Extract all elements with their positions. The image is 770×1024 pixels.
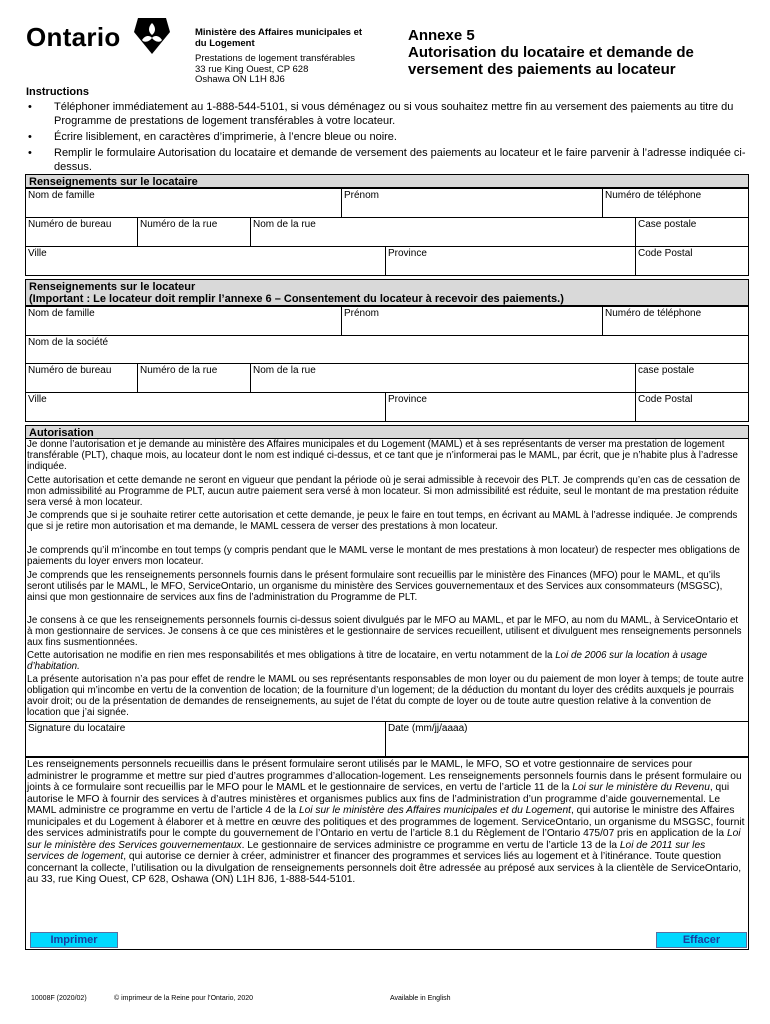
authorization-paragraph: Je comprends que les renseignements personnels fournis dans le présent formulaire sont recueillis par le ministère des Finances (MFO) pour le MAML, et qu’ils seront utilisés par le MAML, le MFO, ServiceOntario, un organisme du ministère des Services gouvernementaux et des Services aux consommateurs (MSGSC), ainsi que mon gestionnaire de services aux fins de l’administration du Programme de PLT. [27,570,723,603]
tenant-first-name-field[interactable]: Prénom [341,188,603,218]
tenant-po-box-field[interactable]: Case postale [635,217,749,247]
authorization-paragraph: Je donne l’autorisation et je demande au ministère des Affaires municipales et du Logement (MAML) et à ses représentants de verser ma prestation de logement transférable (PLT), chaque mois, au locateur dont le nom est indiqué ci-dessus, et ce tant que je n’informerai pas le MAML, par écrit, que je n’habite plus à l’adresse indiquée. [27,439,739,472]
authorization-paragraph: La présente autorisation n’a pas pour effet de rendre le MAML ou ses représentants responsables de mon loyer ou du paiement de mon loyer à temps; de toute autre obligation qui m’incombe en vertu de la convention de location; de la fourniture d’un logement; de la déduction du montant du loyer des crédits auxquels je pourrais avoir droit; ou de la présentation de demandes de renseignements, au sujet de l’état du compte de loyer ou de toute autre question relative à la convention de location que j’ai signée. [27,674,744,718]
instruction-item: • Remplir le formulaire Autorisation du locataire et demande de versement des paiements au locateur et le faire parvenir à l’adresse indiquée ci-dessus. [28,147,746,173]
tenant-province-field[interactable]: Province [385,246,636,276]
tenant-phone-field[interactable]: Numéro de téléphone [602,188,749,218]
ministry-address: Prestations de logement transférables 33 rue King Ouest, CP 628 Oshawa ON L1H 8J6 [195,53,356,85]
tenant-signature-field[interactable]: Signature du locataire [25,721,386,757]
authorization-paragraph: Cette autorisation ne modifie en rien mes responsabilités et mes obligations à titre de locataire, en vertu notamment de la Loi de 2006 sur la location à usage d’habitation. [27,650,708,672]
authorization-paragraph: Cette autorisation et cette demande ne seront en vigueur que pendant la période où je serai admissible à recevoir des PLT. Je comprends qu’en cas de cessation de mon admissibilité au Programme de PLT, aucun autre paiement sera versé à mon locateur. Si mon admissibilité est réduite, seul le montant de ma prestation réduite sera versé à mon locateur. [27,475,741,508]
form-number: 10008F (2020/02) [31,995,87,1002]
tenant-section-heading: Renseignements sur le locataire [25,174,749,188]
trillium-logo-icon [132,14,172,56]
landlord-company-field[interactable]: Nom de la société [25,335,749,364]
landlord-postal-code-field[interactable]: Code Postal [635,392,749,422]
authorization-paragraph: Je comprends que si je souhaite retirer cette autorisation et cette demande, je peux le faire en tout temps, en écrivant au MAML à l’adresse indiquée. Je comprends que si je retire mon autorisation et ma demande, le MAML cessera de verser des prestations à mon locateur. [27,510,738,532]
landlord-street-number-field[interactable]: Numéro de la rue [137,363,251,393]
available-in-english: Available in English [390,995,451,1002]
landlord-first-name-field[interactable]: Prénom [341,306,603,336]
tenant-unit-field[interactable]: Numéro de bureau [25,217,138,247]
form-title: Annexe 5 Autorisation du locataire et demande de versement des paiements au locateur [408,27,694,78]
instructions-heading: Instructions [26,86,89,98]
landlord-phone-field[interactable]: Numéro de téléphone [602,306,749,336]
landlord-city-field[interactable]: Ville [25,392,386,422]
landlord-last-name-field[interactable]: Nom de famille [25,306,342,336]
clear-button[interactable]: Effacer [656,932,747,948]
ministry-name: Ministère des Affaires municipales et du Logement [195,27,363,49]
authorization-heading: Autorisation [25,425,749,439]
tenant-postal-code-field[interactable]: Code Postal [635,246,749,276]
privacy-notice-text: Les renseignements personnels recueillis dans le présent formulaire seront utilisés par le MAML, le MFO, SO et votre gestionnaire de services pour administrer le programme et mettre sur pied d’autres programmes d’allocation-logement. Les renseignements personnels fournis dans le présent formulaire ou joints à ce formulaire sont recueillis par le MFO pour le MAML et le gestionnaire de services, en vertu de l’article 11 de la Loi sur le ministère du Revenu, qui autorise le MFO à fournir des services à d’autres ministères et organismes publics aux fins de l’administration d’un programme d’aide gouvernemental. Le MAML administre ce programme en vertu de l’article 4 de la Loi sur le ministère des Affaires municipales et du Logement, qui autorise le ministre des Affaires municipales et du Logement à élaborer et à mettre en œuvre des politiques et des programmes de logement. ServiceOntario, un organisme du MSGSC, fournit des services administratifs pour le compte du gouvernement de l’Ontario en vertu de l’article 8.1 du Règlement de l’Ontario 475/07 pris en application de la Loi sur le ministère des Services gouvernementaux. Le gestionnaire de services administre ce programme en vertu de l’article 13 de la Loi de 2011 sur les services de logement, qui autorise ce dernier à créer, administrer et financer des programmes et services liés au logement et à l’itinérance. Toute question concernant la collecte, l’utilisation ou la divulgation de renseignements personnels doit être adressée au préposé aux services à la clientèle de ServiceOntario, au 33, rue King Ouest, CP 628, Oshawa (ON) L1H 8J6, 1-888-544-5101. [27,759,745,885]
copyright: © imprimeur de la Reine pour l’Ontario, 2020 [114,995,254,1002]
landlord-street-name-field[interactable]: Nom de la rue [250,363,636,393]
landlord-unit-field[interactable]: Numéro de bureau [25,363,138,393]
tenant-street-number-field[interactable]: Numéro de la rue [137,217,251,247]
landlord-po-box-field[interactable]: case postale [635,363,749,393]
signature-date-field[interactable]: Date (mm/jj/aaaa) [385,721,749,757]
ontario-logo-text: Ontario [26,22,121,52]
tenant-street-name-field[interactable]: Nom de la rue [250,217,636,247]
authorization-paragraph: Je consens à ce que les renseignements personnels fournis ci-dessus soient divulgués par le MFO au MAML, et par le MFO, au nom du MAML, à ServiceOntario et à mon gestionnaire de services. Je consens à ce que ces ministères et le gestionnaire de services recueillent, utilisent et divulguent mes renseignements personnels aux fins susmentionnées. [27,615,742,648]
print-button[interactable]: Imprimer [30,932,118,948]
landlord-section-heading: Renseignements sur le locateur (Important : Le locateur doit remplir l’annexe 6 – Consentement du locateur à recevoir des paiements.) [25,279,749,306]
tenant-last-name-field[interactable]: Nom de famille [25,188,342,218]
authorization-paragraph: Je comprends qu’il m’incombe en tout temps (y compris pendant que le MAML verse le montant de mes prestations à mon locateur) de respecter mes obligations de paiements du loyer envers mon locateur. [27,545,740,567]
instruction-item: • Téléphoner immédiatement au 1-888-544-5101, si vous déménagez ou si vous souhaitez mettre fin au versement des paiements au titre du Programme de prestations de logement transférables à votre locateur. [28,101,734,127]
landlord-province-field[interactable]: Province [385,392,636,422]
tenant-city-field[interactable]: Ville [25,246,386,276]
instruction-item: • Écrire lisiblement, en caractères d’imprimerie, à l’encre bleue ou noire. [28,131,397,143]
